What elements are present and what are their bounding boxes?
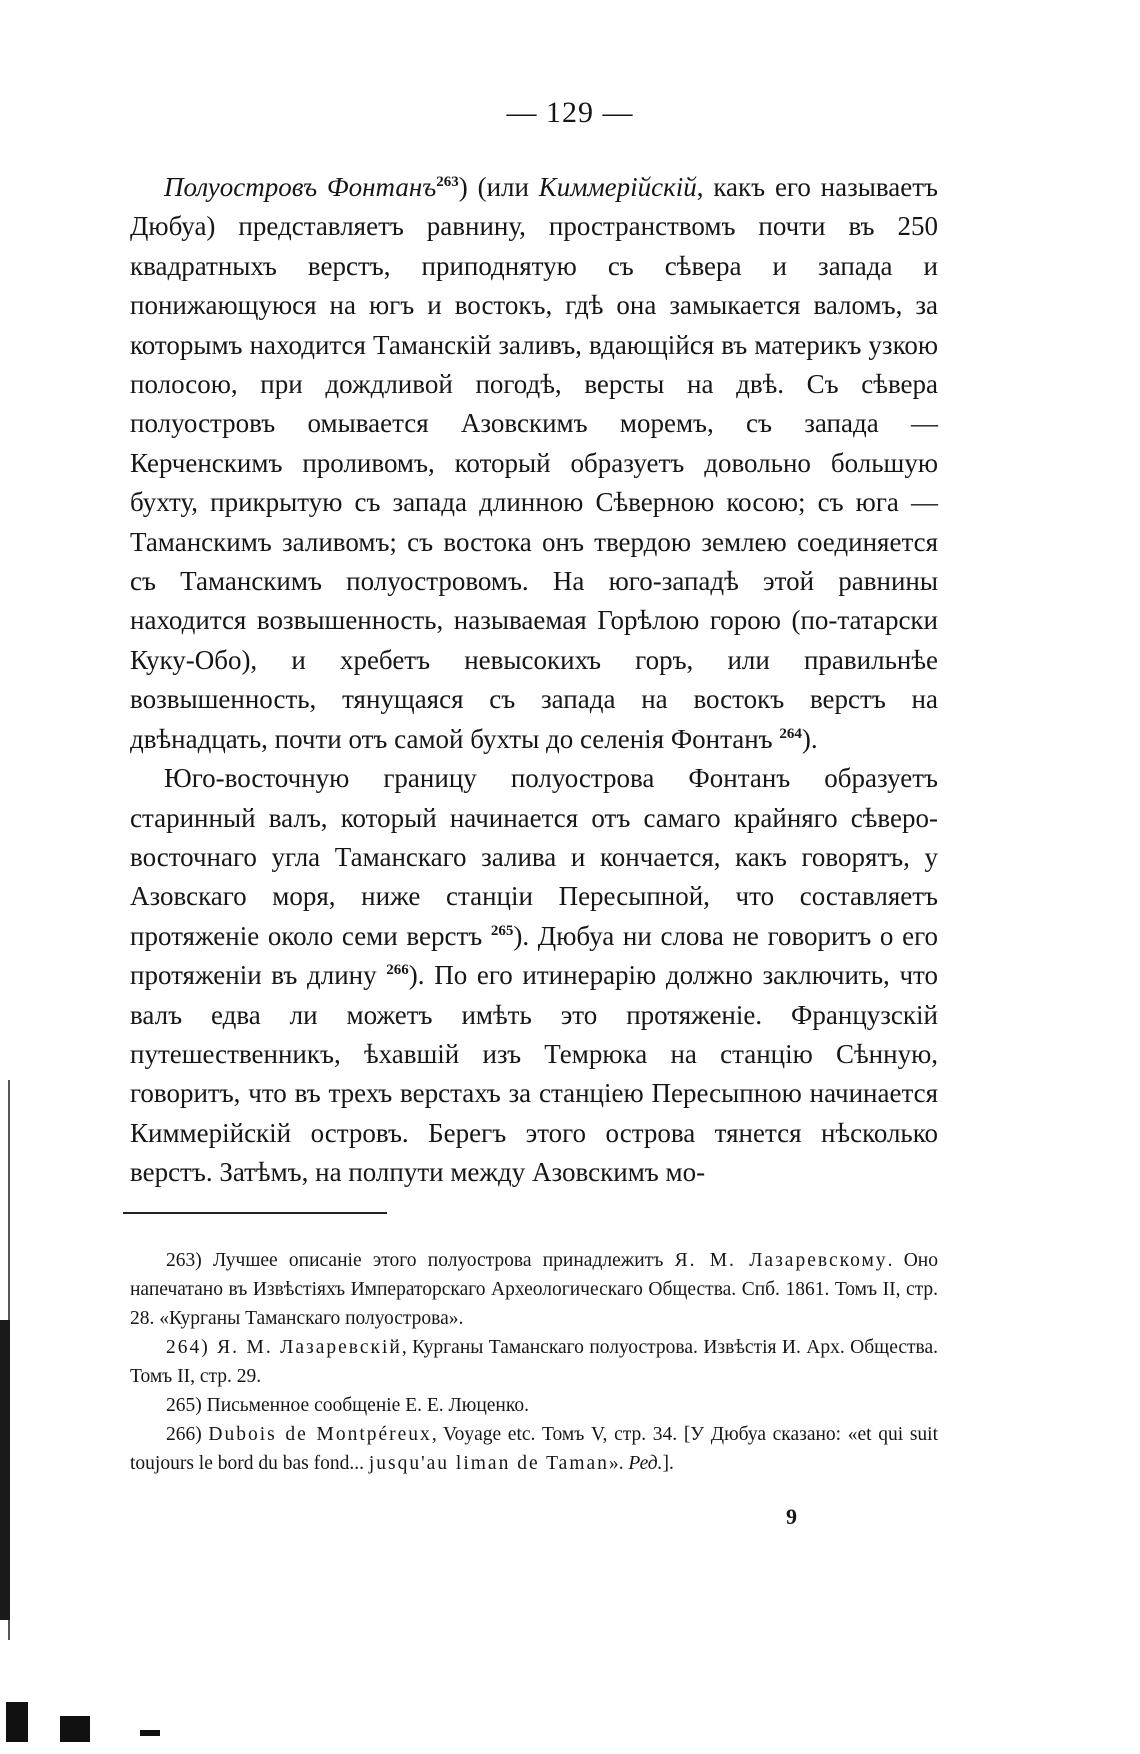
footnotes (130, 1246, 938, 1478)
footnote-266-close-quote: ». (608, 1453, 629, 1474)
alt-name-prefix: или (486, 172, 539, 202)
footnote-ref-263[interactable]: 263 (436, 174, 459, 190)
paragraph-2-text-b: ). Дюбуа ни слова не говоритъ о его протяженіи въ длину (130, 920, 938, 991)
footnote-265: 265) Письменное сообщеніе Е. Е. Люценко. (166, 1395, 529, 1416)
scan-edge-blot (0, 1320, 10, 1620)
footnote-266-text: , Voyage etc. Томъ V, стр. 34. [У Дюбуа сказано: «et qui suit toujours le bord du bas fond... (130, 1424, 938, 1474)
footnote-264-source: , Курганы Таманскаго полуострова. Извѣстія И. Арх. Общества. Томъ II, стр. 29. (130, 1337, 938, 1387)
scan-corner-mark (60, 1716, 90, 1742)
footnote-266-end: ]. (662, 1453, 674, 1474)
footnote-ref-265[interactable]: 265 (490, 922, 514, 939)
footnote-ref-266[interactable]: 266 (386, 962, 409, 979)
footnote-263 (130, 1246, 938, 1333)
footnote-263-text: 263) Лучшее описаніе этого полуострова принадлежитъ (166, 1250, 675, 1271)
paragraph-1-text-a: , какъ его называетъ Дюбуа) представляетъ равнину, пространствомъ почти въ 250 квадратныхъ верстъ, приподнятую съ сѣвера и запада и понижающуюся на югъ и востокъ, гдѣ она замыкается валомъ, за которымъ находится Таманскій заливъ, вдающійся въ материкъ узкою полосою, при дождливой погодѣ, версты на двѣ. Съ сѣвера полуостровъ омывается Азовскимъ моремъ, съ запада — Керченскимъ проливомъ, который образуетъ довольно большую бухту, прикрытую съ запада длинною Сѣверною косою; съ юга — Таманскимъ заливомъ; съ востока онъ твердою землею соединяется съ Таманскимъ полуостровомъ. На юго-западѣ этой равнины находится возвышенность, называемая Горѣлою горою (по-татарски Куку-Обо), и хребетъ невысокихъ горъ, или правильнѣе возвышенность, тянущаяся съ запада на востокъ верстъ на двѣнадцать, почти отъ самой бухты до селенія Фонтанъ (130, 172, 939, 754)
footnote-264 (130, 1333, 938, 1391)
footnote-266-quote: jusqu'au liman de Taman (368, 1453, 609, 1474)
footnote-266-number: 266) (166, 1424, 209, 1445)
page-number: — 129 — (506, 96, 634, 129)
paragraph-1-text-b: ). (801, 723, 818, 754)
footnote-266 (130, 1420, 938, 1478)
paragraph-2-text-a: Юго-восточную границу полуострова Фонтанъ образуетъ старинный валъ, который начинается отъ самаго крайняго сѣверо-восточнаго угла Таманскаго залива и кончается, какъ говорятъ, у Азовскаго моря, ниже станціи Пересыпной, что составляетъ протяженіе около семи верстъ (130, 763, 938, 951)
footnote-266-editor-note: Ред. (628, 1453, 663, 1474)
open-paren: ) ( (458, 172, 487, 202)
scan-corner-blot (6, 1702, 28, 1742)
footnote-266-author: Dubois de Montpéreux (208, 1424, 432, 1445)
scan-corner-dots (140, 1730, 160, 1736)
signature-mark: 9 (786, 1504, 797, 1529)
footnote-divider (123, 1212, 387, 1214)
footnote-264-author: 264) Я. М. Лазаревскій (166, 1337, 402, 1358)
footnote-263-author: Я. М. Лазаревскому (674, 1250, 888, 1271)
paragraph-2 (130, 759, 938, 1192)
footnote-ref-264[interactable]: 264 (779, 725, 802, 742)
term-fontan: Полуостровъ Фонтанъ (164, 172, 437, 202)
paragraph-2-text-c: ). По его итинерарію должно заключить, что валъ едва ли можетъ имѣть это протяженіе. Французскій путешественникъ, ѣхавшій изъ Темрюка на станцію Сѣнную, говоритъ, что въ трехъ верстахъ за станціею Пересыпною начинается Киммерійскій островъ. Берегъ этого острова тянется нѣсколько верстъ. Затѣмъ, на полпути между Азовскимъ мо- (130, 960, 938, 1188)
main-text (130, 168, 938, 1193)
alt-name-kimmeriyskiy: Киммерійскій (538, 172, 697, 202)
footnote-263-source: . Оно напечатано въ Извѣстіяхъ Императорскаго Археологическаго Общества. Спб. 1861. Томъ II, стр. 28. «Курганы Таманскаго полуострова». (130, 1250, 938, 1329)
paragraph-1 (130, 168, 938, 759)
